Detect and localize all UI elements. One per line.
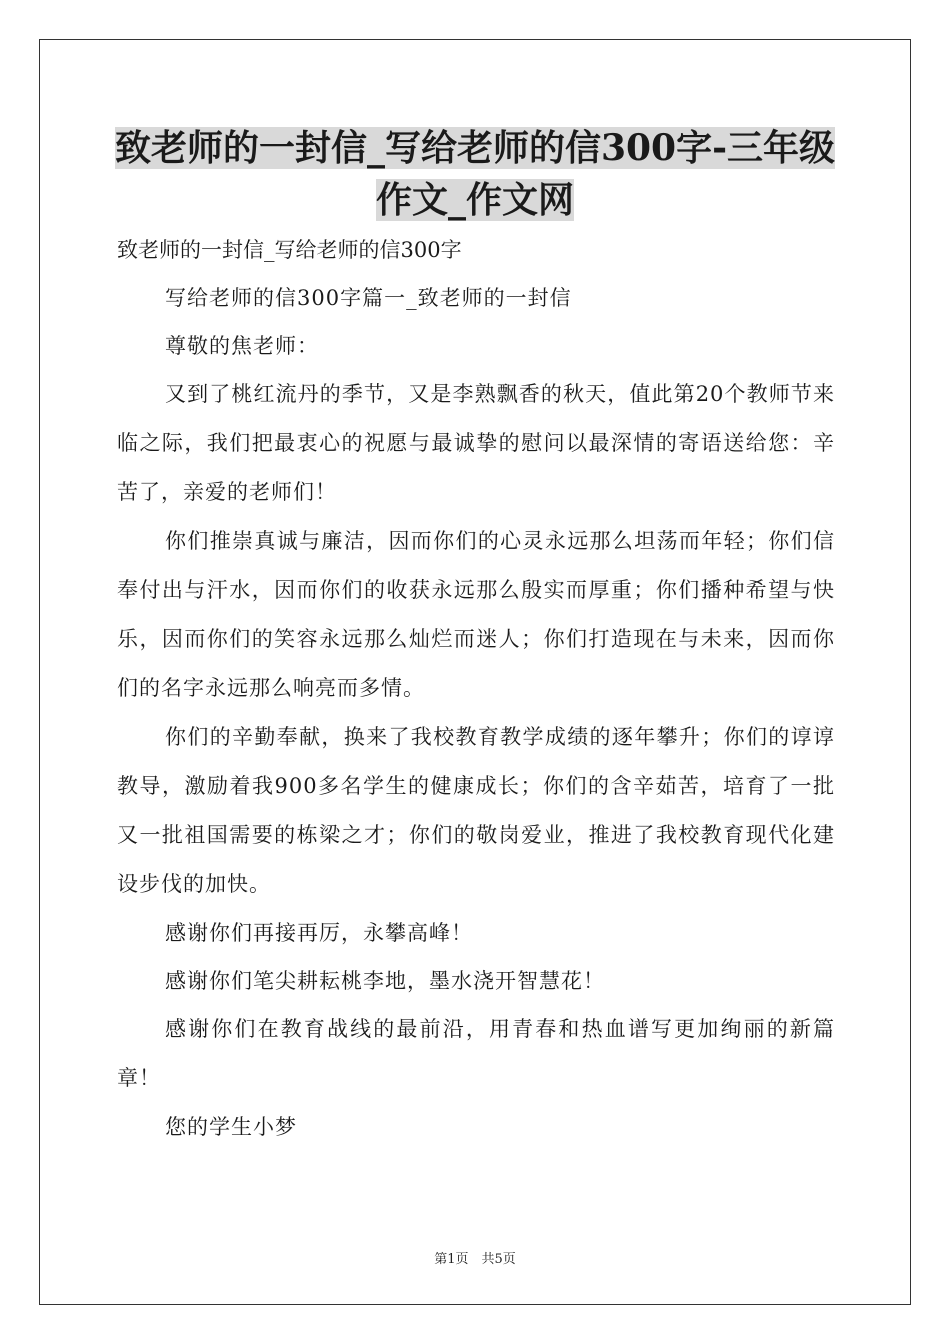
document-body	[117, 226, 835, 1151]
thanks-line: 感谢你们再接再厉，永攀高峰！	[165, 921, 473, 945]
title-line-2: 作文_作文网	[375, 179, 574, 221]
title-line-1: 致老师的一封信_写给老师的信300字-三年级	[114, 127, 836, 169]
signature: 您的学生小梦	[165, 1115, 297, 1139]
closing-paragraph: 感谢你们在教育战线的最前沿，用青春和热血谱写更加绚丽的新篇章！	[117, 1017, 835, 1090]
page-footer: 第1页 共5页	[434, 1252, 516, 1267]
body-paragraph: 你们推崇真诚与廉洁，因而你们的心灵永远那么坦荡而年轻；你们信奉付出与汗水，因而你们的收获永远那么殷实而厚重；你们播种希望与快乐，因而你们的笑容永远那么灿烂而迷人；你们打造现在与未来，因而你们的名字永远那么响亮而多情。	[117, 529, 835, 700]
thanks-line: 感谢你们笔尖耕耘桃李地，墨水浇开智慧花！	[165, 969, 605, 993]
subtitle: 致老师的一封信_写给老师的信300字	[117, 238, 462, 262]
body-paragraph: 又到了桃红流丹的季节，又是李熟飘香的秋天，值此第20个教师节来临之际，我们把最衷心的祝愿与最诚挚的慰问以最深情的寄语送给您：辛苦了，亲爱的老师们！	[117, 382, 835, 504]
body-paragraph: 你们的辛勤奉献，换来了我校教育教学成绩的逐年攀升；你们的谆谆教导，激励着我900多名学生的健康成长；你们的含辛茹苦，培育了一批又一批祖国需要的栋梁之才；你们的敬岗爱业，推进了我校教育现代化建设步伐的加快。	[117, 725, 835, 896]
salutation: 尊敬的焦老师：	[165, 334, 319, 358]
document-title	[60, 122, 890, 226]
section-heading: 写给老师的信300字篇一_致老师的一封信	[165, 286, 572, 310]
